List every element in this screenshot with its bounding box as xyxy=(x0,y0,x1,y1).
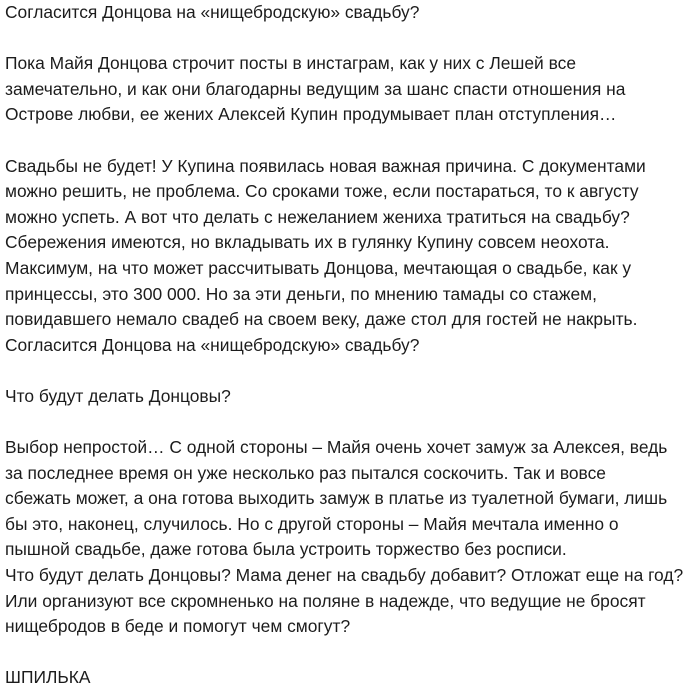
text-line: Выбор непростой… С одной стороны – Майя очень хочет замуж за Алексея, ведь xyxy=(5,437,668,458)
text-line: повидавшего немало свадеб на своем веку, даже стол для гостей не накрыть. xyxy=(5,309,638,330)
paragraph-no-wedding xyxy=(5,154,695,359)
paragraph-spacer xyxy=(5,410,695,436)
text-line: принцессы, это 300 000. Но за эти деньги, по мнению тамады со стажем, xyxy=(5,283,597,304)
text-line: нищебродов в беде и помогут чем смогут? xyxy=(5,616,351,637)
paragraph-choice xyxy=(5,435,695,640)
text-line: можно решить, не проблема. Со сроками тоже, если постараться, то к августу xyxy=(5,181,639,202)
paragraph-spacer xyxy=(5,128,695,154)
text-line: Или организуют все скромненько на поляне в надежде, что ведущие не бросят xyxy=(5,590,646,611)
paragraph-intro xyxy=(5,51,695,128)
text-line: Сбережения имеются, но вкладывать их в гулянку Купину совсем неохота. xyxy=(5,232,610,253)
paragraph-spacer xyxy=(5,26,695,52)
text-line: замечательно, и как они благодарны ведущим за шанс спасти отношения на xyxy=(5,78,626,99)
article-body xyxy=(5,0,695,691)
text-line: Острове любви, ее жених Алексей Купин продумывает план отступления… xyxy=(5,104,617,125)
text-line: сбежать может, а она готова выходить замуж в платье из туалетной бумаги, лишь xyxy=(5,488,668,509)
text-line: можно успеть. А вот что делать с нежеланием жениха тратиться на свадьбу? xyxy=(5,206,630,227)
article-subheading: Что будут делать Донцовы? xyxy=(5,385,231,406)
text-line: за последнее время он уже несколько раз пытался соскочить. Так и вовсе xyxy=(5,462,606,483)
paragraph-spacer xyxy=(5,358,695,384)
text-line: Свадьбы не будет! У Купина появилась новая важная причина. С документами xyxy=(5,155,646,176)
paragraph-spacer xyxy=(5,640,695,666)
text-line: Согласится Донцова на «нищебродскую» свадьбу? xyxy=(5,334,420,355)
text-line: пышной свадьбе, даже готова была устроить торжество без росписи. xyxy=(5,539,567,560)
text-line: Максимум, на что может рассчитывать Донцова, мечтающая о свадьбе, как у xyxy=(5,257,632,278)
text-line: бы это, наконец, случилось. Но с другой стороны – Майя мечтала именно о xyxy=(5,513,619,534)
text-line: Пока Майя Донцова строчит посты в инстаграм, как у них с Лешей все xyxy=(5,53,576,74)
article-signature: ШПИЛЬКА xyxy=(5,667,91,688)
text-line: Что будут делать Донцовы? Мама денег на свадьбу добавит? Отложат еще на год? xyxy=(5,565,684,586)
article-title: Согласится Донцова на «нищебродскую» свадьбу? xyxy=(5,2,420,22)
